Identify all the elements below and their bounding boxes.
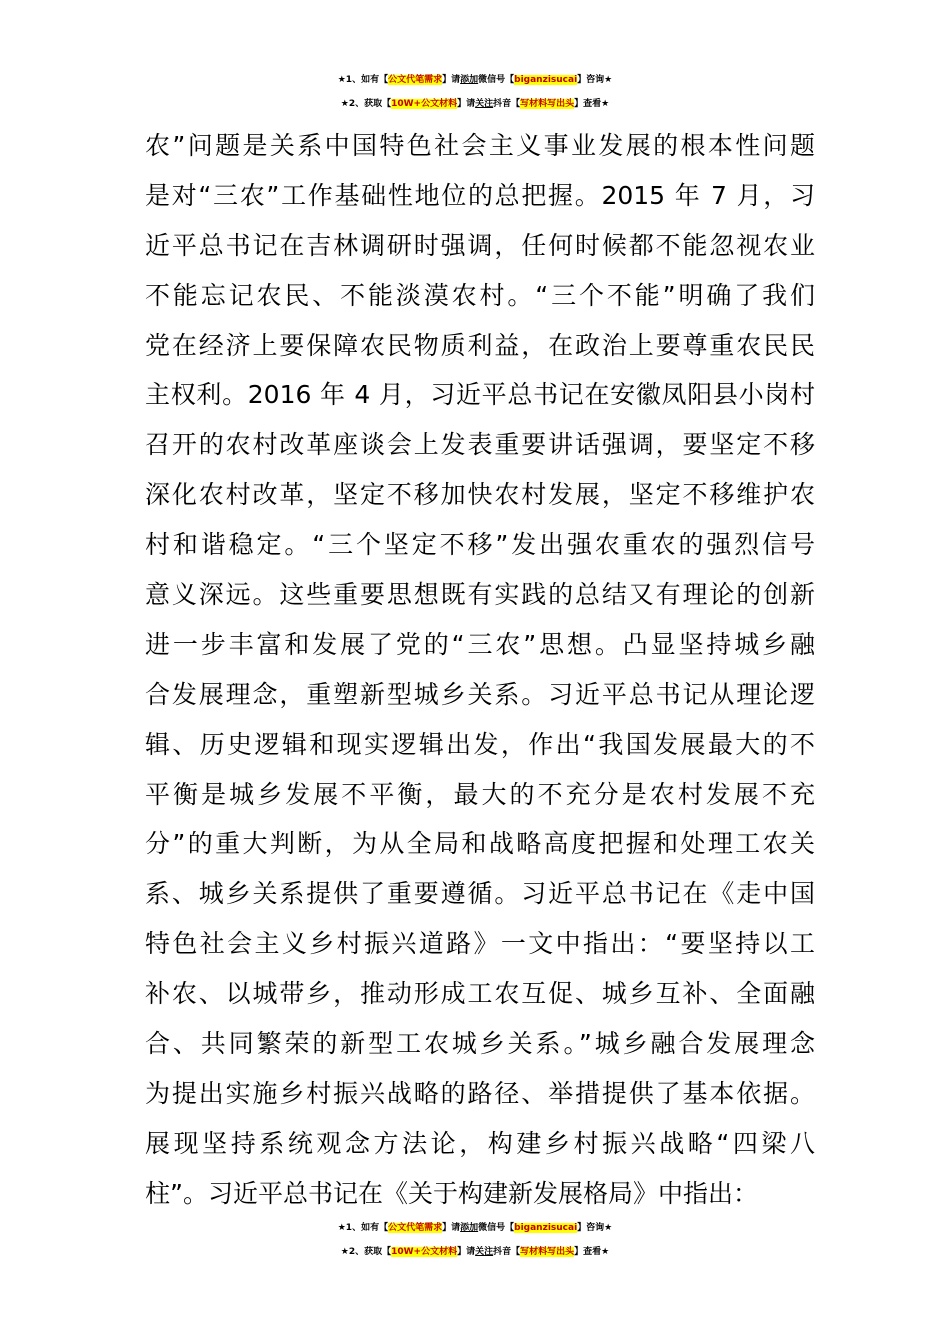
highlight-ghostwriting: 公文代笔需求 — [388, 1223, 443, 1233]
body-text-line: 为提出实施乡村振兴战略的路径、举措提供了基本依据。 — [145, 1078, 815, 1108]
footer-banner — [0, 1216, 950, 1264]
body-text-line: 主权利。2016 年 4 月，习近平总书记在安徽凤阳县小岗村 — [145, 380, 815, 410]
banner-text: 微信号【 — [478, 1223, 515, 1233]
highlight-materials: 10W+公文材料 — [391, 99, 458, 109]
body-text-line: 党在经济上要保障农民物质利益，在政治上要尊重农民民 — [145, 330, 815, 360]
body-text-line: 是对“三农”工作基础性地位的总把握。2015 年 7 月，习 — [145, 180, 815, 210]
banner-line-1 — [0, 1216, 950, 1240]
body-text-line: 进一步丰富和发展了党的“三农”思想。凸显坚持城乡融 — [145, 629, 815, 659]
header-banner — [0, 68, 950, 116]
highlight-douyin-account: 写材料写出头 — [520, 99, 575, 109]
banner-text: 】请 — [442, 75, 461, 85]
body-text-line: 柱”。习近平总书记在《关于构建新发展格局》中指出： — [145, 1178, 758, 1208]
banner-text: 抖音【 — [493, 1247, 521, 1257]
banner-text: 抖音【 — [493, 99, 521, 109]
body-text-line: 特色社会主义乡村振兴道路》一文中指出：“要坚持以工 — [145, 929, 815, 959]
highlight-wechat-id: biganzisucai — [514, 1223, 578, 1233]
body-text-line: 合发展理念，重塑新型城乡关系。习近平总书记从理论逻 — [145, 679, 815, 709]
banner-text: 】请 — [457, 99, 476, 109]
body-text-line: 意义深远。这些重要思想既有实践的总结又有理论的创新 — [145, 580, 815, 610]
banner-text: ★2、获取【 — [340, 99, 392, 109]
banner-text: 】请 — [442, 1223, 461, 1233]
banner-underline-follow: 关注 — [475, 99, 494, 109]
body-text-line: 农”问题是关系中国特色社会主义事业发展的根本性问题 — [145, 131, 815, 160]
banner-text: 微信号【 — [478, 75, 515, 85]
banner-text: ★1、如有【 — [337, 75, 389, 85]
document-body — [145, 121, 815, 1219]
banner-line-2 — [0, 1240, 950, 1264]
body-text-line: 合、共同繁荣的新型工农城乡关系。”城乡融合发展理念 — [145, 1029, 815, 1059]
body-text-line: 村和谐稳定。“三个坚定不移”发出强农重农的强烈信号 — [145, 530, 815, 560]
body-text-line: 召开的农村改革座谈会上发表重要讲话强调，要坚定不移 — [145, 430, 815, 460]
body-text-line: 平衡是城乡发展不平衡，最大的不充分是农村发展不充 — [145, 779, 815, 809]
banner-underline-add: 添加 — [460, 1223, 479, 1233]
body-text-line: 不能忘记农民、不能淡漠农村。“三个不能”明确了我们 — [145, 280, 815, 310]
body-text-line: 深化农村改革，坚定不移加快农村发展，坚定不移维护农 — [145, 480, 815, 510]
body-text-line: 展现坚持系统观念方法论，构建乡村振兴战略“四梁八 — [145, 1128, 815, 1158]
banner-text: 】请 — [457, 1247, 476, 1257]
banner-line-2 — [0, 92, 950, 116]
banner-line-1 — [0, 68, 950, 92]
banner-text: 】咨询★ — [577, 75, 613, 85]
body-text-line: 近平总书记在吉林调研时强调，任何时候都不能忽视农业 — [145, 230, 815, 260]
highlight-douyin-account: 写材料写出头 — [520, 1247, 575, 1257]
highlight-wechat-id: biganzisucai — [514, 75, 578, 85]
body-text-line: 辑、历史逻辑和现实逻辑出发，作出“我国发展最大的不 — [145, 729, 815, 759]
banner-text: 】查看★ — [574, 99, 610, 109]
highlight-ghostwriting: 公文代笔需求 — [388, 75, 443, 85]
banner-text: ★1、如有【 — [337, 1223, 389, 1233]
body-text-line: 系、城乡关系提供了重要遵循。习近平总书记在《走中国 — [145, 879, 815, 909]
banner-text: 】查看★ — [574, 1247, 610, 1257]
banner-underline-follow: 关注 — [475, 1247, 494, 1257]
banner-text: 】咨询★ — [577, 1223, 613, 1233]
banner-text: ★2、获取【 — [340, 1247, 392, 1257]
highlight-materials: 10W+公文材料 — [391, 1247, 458, 1257]
banner-underline-add: 添加 — [460, 75, 479, 85]
body-text-line: 补农、以城带乡，推动形成工农互促、城乡互补、全面融 — [145, 979, 815, 1009]
body-text-line: 分”的重大判断，为从全局和战略高度把握和处理工农关 — [145, 829, 815, 859]
